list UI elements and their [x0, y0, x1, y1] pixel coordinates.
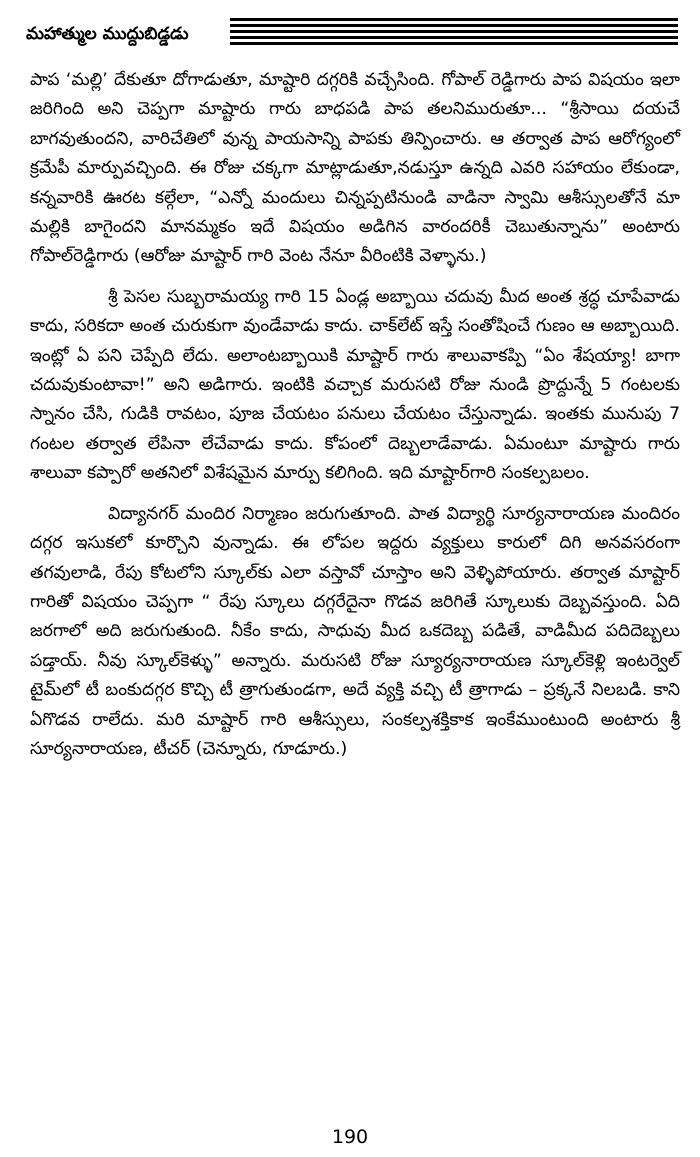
paragraph-1: పాప ‘మల్లి’ దేకుతూ దోగాడుతూ, మాష్టారి దగ్గరికి వచ్చేసింది. గోపాల్ రెడ్డిగారు పాప విషయం ఇలా జరిగింది అని చెప్పగా మాష్టారు గారు బాధపడి పాప తలనిమురుతూ... “శ్రీసాయి దయచే బాగవుతుందని, వారిచేతిలో వున్న పాయసాన్ని పాపకు తిన్పించారు. ఆ తర్వాత పాప ఆరోగ్యంలో క్రమేపీ మార్పువచ్చింది. ఈ రోజు చక్కగా మాట్లాడుతూ,నడుస్తూ ఉన్నది ఎవరి సహాయం లేకుండా, కన్నవారికి ఊరట కల్గేలా, “ఎన్నో మందులు చిన్నప్పటినుండి వాడినా స్వామి ఆశీస్సులతోనే మా మల్లికి బాగైందని మానమ్మకం ఇదే విషయం అడిగిన వారందరికీ చెబుతున్నాను” అంటారు గోపాల్‌రెడ్డిగారు (ఆరోజు మాష్టార్ గారి వెంట నేనూ వీరింటికి వెళ్ళాను.)	[30, 70, 680, 267]
header-title: మహాత్ముల ముద్దుబిడ్డడు	[26, 22, 197, 46]
paragraph-2: శ్రీ పెసల సుబ్బరామయ్య గారి 15 ఏండ్ల అబ్బాయి చదువు మీద అంత శ్రద్ధ చూపేవాడు కాదు, సరికదా అంత చురుకుగా వుండేవాడు కాదు. చాక్‌లేట్ ఇస్తే సంతోషించే గుణం ఆ అబ్బాయిది. ఇంట్లో ఏ పని చెప్పేది లేదు. అలాంటబ్బాయికి మాష్టార్ గారు శాలువాకప్పి “ఏం శేషయ్యా! బాగా చదువుకుంటావా!” అని అడిగారు. ఇంటికి వచ్చాక మరుసటి రోజు నుండి ప్రొద్దున్నే 5 గంటలకు స్నానం చేసి, గుడికి రావటం, పూజ చేయటం పనులు చేయటం చేస్తున్నాడు. ఇంతకు మునుపు 7 గంటల తర్వాత లేపినా లేచేవాడు కాదు. కోపంలో దెబ్బలాడేవాడు. ఏమంటూ మాష్టారు గారు శాలువా కప్పారో అతనిలో విశేషమైన మార్పు కలిగింది. ఇది మాష్టార్‌గారి సంకల్పబలం.	[30, 286, 680, 484]
page-number: 190	[331, 1126, 369, 1148]
paragraph-3: విద్యానగర్ మందిర నిర్మాణం జరుగుతూంది. పాత విద్యార్థి సూర్యనారాయణ మందిరం దగ్గర ఇసుకలో కూర్చొని వున్నాడు. ఈ లోపల ఇద్దరు వ్యక్తులు కారులో దిగి అనవసరంగా తగవులాడి, రేపు కోటలోని స్కూల్‌కు ఎలా వస్తావో చూస్తాం అని వెళ్ళిపోయారు. తర్వాత మాష్టార్ గారితో విషయం చెప్పగా “ రేపు స్కూలు దగ్గరేదైనా గొడవ జరిగితే స్కూలుకు దెబ్బవస్తుంది. ఏది జరగాలో అది జరుగుతుంది. నీకేం కాదు, సాధువు మీద ఒకదెబ్బ పడితే, వాడిమీద పదిదెబ్బలు పడ్తాయ్. నీవు స్కూల్‌కెళ్ళు” అన్నారు. మరుసటి రోజు స్యూర్యనారాయణ స్కూల్‌కెళ్లి ఇంటర్వెల్ టైమ్‌లో టీ బంకుదగ్గర కొచ్చి టీ త్రాగుతుండగా, అదే వ్యక్తి వచ్చి టీ త్రాగాడు – ప్రక్కనే నిలబడి. కాని ఏగొడవ రాలేదు. మరి మాష్టార్ గారి ఆశీస్సులు, సంకల్పశక్తికాక ఇంకేముంటుంది అంటారు శ్రీ సూర్యనారాయణ, టీచర్ (చెన్నూరు, గూడూరు.)	[30, 503, 680, 759]
running-header	[22, 12, 678, 56]
body-text	[30, 66, 680, 764]
header-rules	[230, 18, 678, 50]
